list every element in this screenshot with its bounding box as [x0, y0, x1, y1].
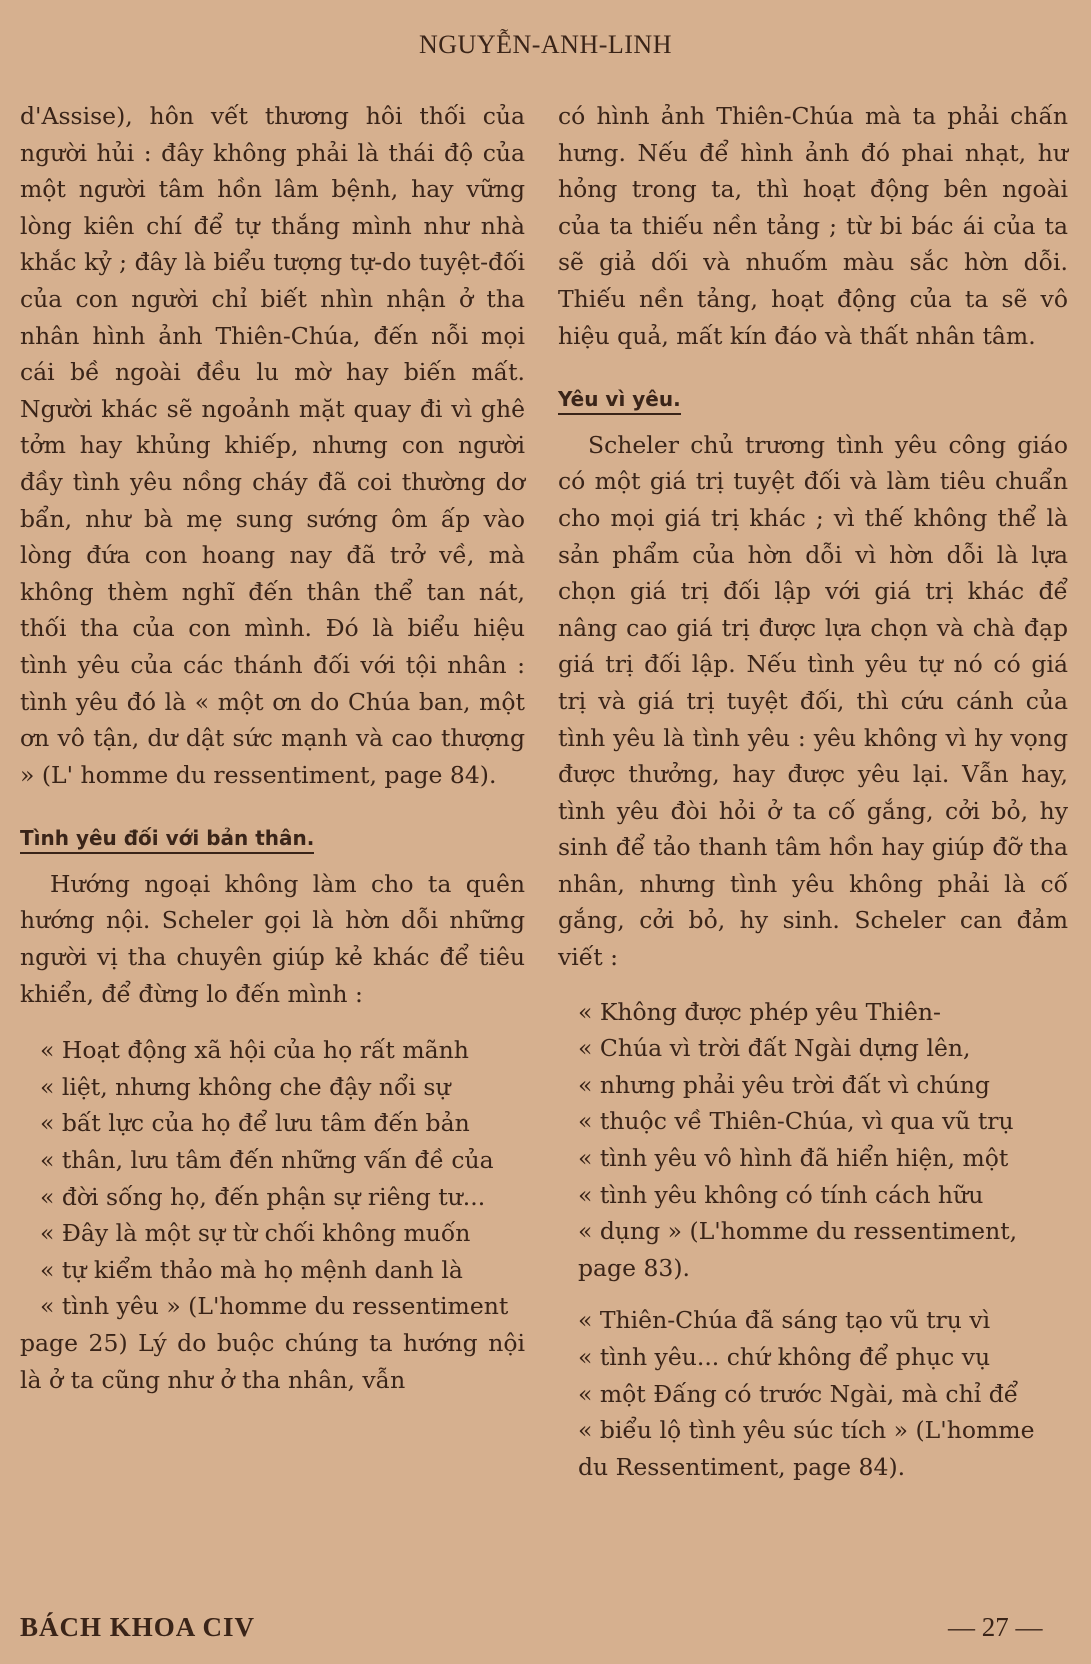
quote-line: « Thiên-Chúa đã sáng tạo vũ trụ vì: [578, 1306, 991, 1335]
quote-line: « Chúa vì trời đất Ngài dựng lên,: [578, 1034, 971, 1063]
right-paragraph-1: có hình ảnh Thiên-Chúa mà ta phải chấn hưng. Nếu để hình ảnh đó phai nhạt, hư hỏng trong ta, thì hoạt động bên ngoài của ta thiếu nền tảng ; từ bi bác ái của ta sẽ giả dối và nhuốm màu sắc hờn dỗi. Thiếu nền tảng, hoạt động của ta sẽ vô hiệu quả, mất kín đáo và thất nhân tâm.: [558, 102, 1068, 350]
magazine-name: BÁCH KHOA CIV: [20, 1612, 256, 1642]
left-column: [20, 98, 525, 1398]
quote-line: « đời sống họ, đến phận sự riêng tư...: [40, 1182, 486, 1211]
quote-line: « dụng » (L'homme du ressentiment,: [578, 1217, 1018, 1246]
quote-line: « bất lực của họ để lưu tâm đến bản: [40, 1109, 470, 1138]
left-paragraph-2: Hướng ngoại không làm cho ta quên hướng nội. Scheler gọi là hờn dỗi những người vị tha chuyên giúp kẻ khác để tiêu khiển, để đừng lo đến mình :: [20, 869, 525, 1008]
section-heading-love-for-love: Yêu vì yêu.: [558, 385, 681, 415]
left-paragraph-3: page 25) Lý do buộc chúng ta hướng nội là ở ta cũng như ở tha nhân, vẫn: [20, 1329, 525, 1394]
quote-line: « liệt, nhưng không che đậy nổi sự: [40, 1072, 451, 1101]
right-column: [558, 98, 1068, 1485]
quote-line: « tình yêu vô hình đã hiển hiện, một: [578, 1144, 1009, 1173]
quote-line: « tình yêu... chứ không để phục vụ: [578, 1343, 991, 1371]
quote-line: « tự kiểm thảo mà họ mệnh danh là: [40, 1255, 463, 1284]
quote-line: « nhưng phải yêu trời đất vì chúng: [578, 1070, 990, 1099]
quote-line: « tình yêu không có tính cách hữu: [578, 1180, 984, 1209]
left-paragraph-1: d'Assise), hôn vết thương hôi thối của người hủi : đây không phải là thái độ của một người tâm hồn lâm bệnh, hay vững lòng kiên chí để tự thắng mình như nhà khắc kỷ ; đây là biểu tượng tự-do tuyệt-đối của con người chỉ biết nhìn nhận ở tha nhân hình ảnh Thiên-Chúa, đến nỗi mọi cái bề ngoài đều lu mờ hay biến mất. Người khác sẽ ngoảnh mặt quay đi vì ghê tởm hay khủng khiếp, nhưng con người đầy tình yêu nồng cháy đã coi thường dơ bẩn, như bà mẹ sung sướng ôm ấp vào lòng đứa con hoang nay đã trở về, mà không thèm nghĩ đến thân thể tan nát, thối tha của con mình. Đó là biểu hiệu tình yêu của các thánh đối với tội nhân : tình yêu đó là « một ơn do Chúa ban, một ơn vô tận, dư dật sức mạnh và cao thượng » (L' homme du ressentiment, page 84).: [20, 102, 525, 789]
right-quote-2: [558, 1302, 1068, 1485]
quote-line: « thuộc về Thiên-Chúa, vì qua vũ trụ: [578, 1107, 1014, 1136]
quote-line: « thân, lưu tâm đến những vấn đề của: [40, 1146, 494, 1175]
quote-line: « Không được phép yêu Thiên-: [578, 997, 941, 1026]
page-number: — 27 —: [948, 1612, 1043, 1642]
page-header: NGUYỄN-ANH-LINH: [418, 30, 672, 59]
quote-line: « một Đấng có trước Ngài, mà chỉ để: [578, 1379, 1019, 1408]
quote-line: « tình yêu » (L'homme du ressentiment: [40, 1292, 509, 1321]
quote-line: « Đây là một sự từ chối không muốn: [40, 1219, 471, 1248]
right-paragraph-2: Scheler chủ trương tình yêu công giáo có một giá trị tuyệt đối và làm tiêu chuẩn cho mọi giá trị khác ; vì thế không thể là sản phẩm của hờn dỗi vì hờn dỗi là lựa chọn giá trị đối lập với giá trị khác để nâng cao giá trị được lựa chọn và chà đạp giá trị đối lập. Nếu tình yêu tự nó có giá trị và giá trị tuyệt đối, thì cứu cánh của tình yêu là tình yêu : yêu không vì hy vọng được thưởng, hay được yêu lại. Vẫn hay, tình yêu đòi hỏi ở ta cố gắng, cởi bỏ, hy sinh để tảo thanh tâm hồn hay giúp đỡ tha nhân, nhưng tình yêu không phải là cố gắng, cởi bỏ, hy sinh. Scheler can đảm viết :: [558, 430, 1068, 972]
quote-line: « Hoạt động xã hội của họ rất mãnh: [40, 1036, 469, 1065]
quote-line: « biểu lộ tình yêu súc tích » (L'homme: [578, 1416, 1035, 1445]
quote-line: page 83).: [578, 1253, 691, 1282]
quote-line: du Ressentiment, page 84).: [578, 1452, 906, 1481]
section-heading-self-love: Tình yêu đối với bản thân.: [20, 824, 314, 854]
left-quote: [20, 1032, 525, 1325]
right-quote-1: [558, 994, 1068, 1287]
